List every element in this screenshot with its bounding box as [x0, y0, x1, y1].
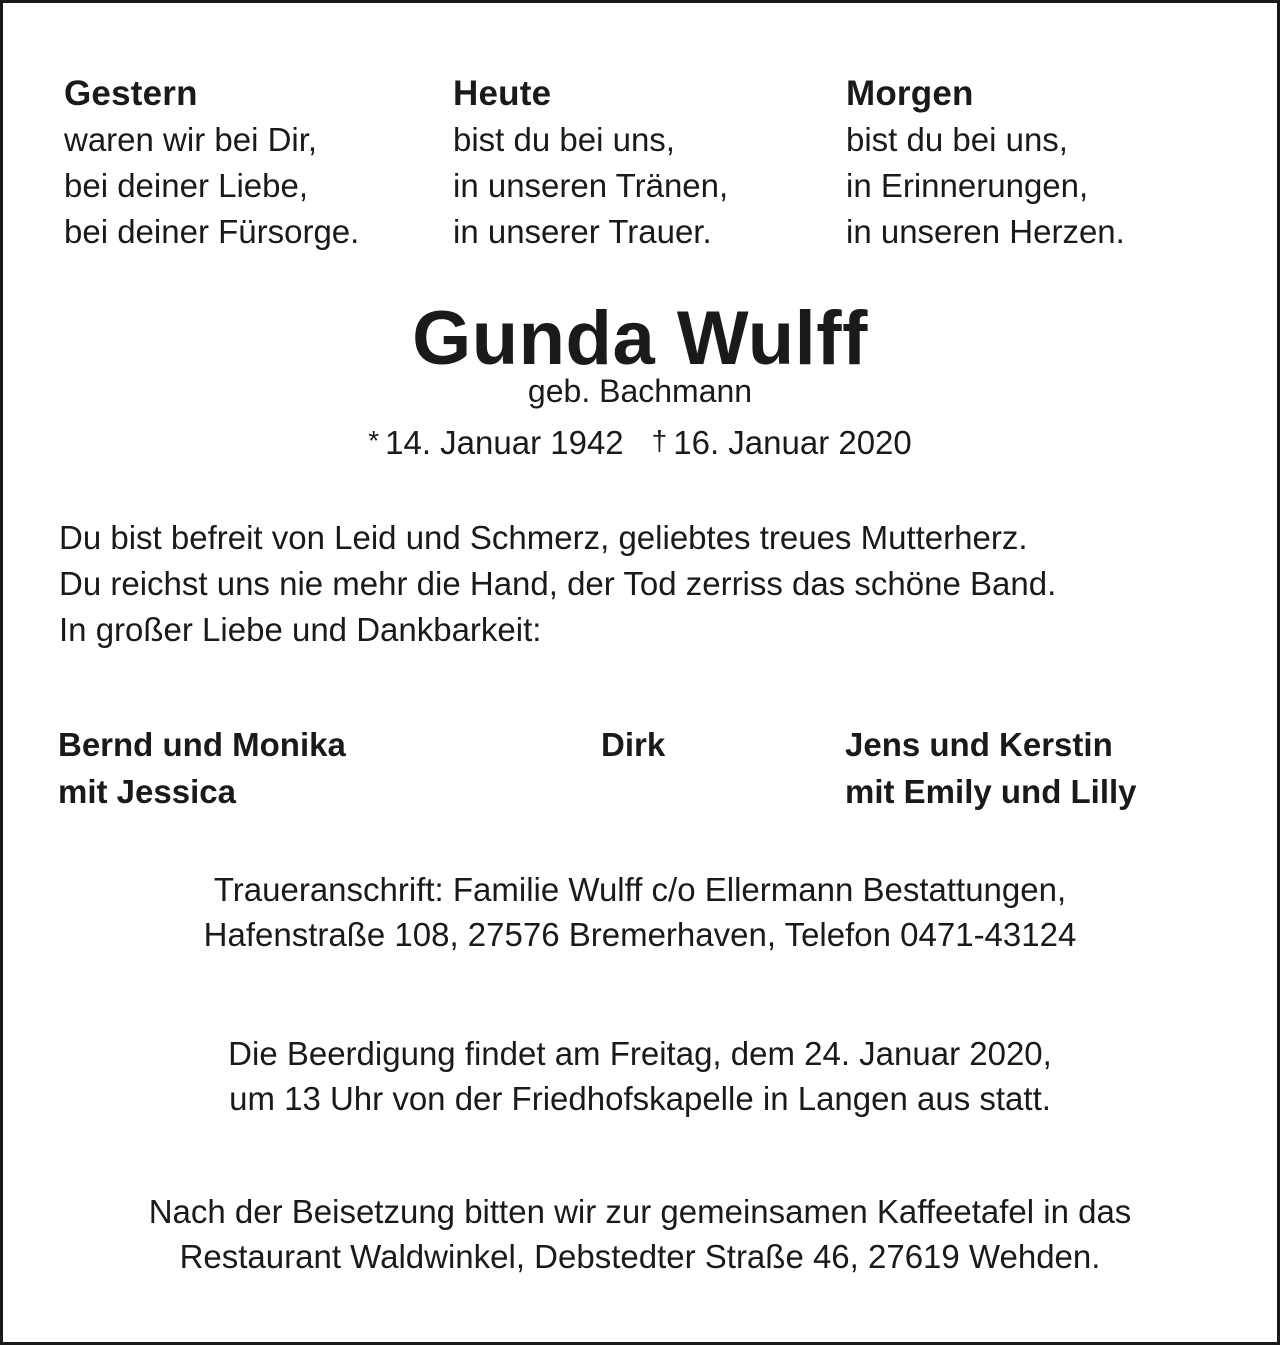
funeral-info [3, 1031, 1277, 1121]
funeral-line: Die Beerdigung findet am Freitag, dem 24. Januar 2020, [228, 1035, 1052, 1072]
poem-line: in unseren Herzen. [846, 213, 1125, 250]
poem-column-heute [453, 71, 823, 255]
verse-line: In großer Liebe und Dankbarkeit: [59, 611, 542, 648]
mourner-line: mit Emily und Lilly [845, 773, 1137, 810]
poem-line: in Erinnerungen, [846, 167, 1089, 204]
poem-line: in unserer Trauer. [453, 213, 712, 250]
birth-date: 14. Januar 1942 [385, 424, 624, 461]
life-dates [3, 419, 1277, 465]
verse-line: Du reichst uns nie mehr die Hand, der Tod zerriss das schöne Band. [59, 565, 1057, 602]
mourner-line: Bernd und Monika [58, 726, 346, 763]
mourning-address [3, 867, 1277, 957]
poem-line: waren wir bei Dir, [64, 121, 318, 158]
verse-line: Du bist befreit von Leid und Schmerz, geliebtes treues Mutterherz. [59, 519, 1028, 556]
reception-info [3, 1189, 1277, 1279]
death-date: 16. Januar 2020 [673, 424, 912, 461]
poem-line: bei deiner Liebe, [64, 167, 309, 204]
address-line: Hafenstraße 108, 27576 Bremerhaven, Telefon 0471-43124 [203, 916, 1077, 953]
mourner-line: Jens und Kerstin [845, 726, 1113, 763]
funeral-line: um 13 Uhr von der Friedhofskapelle in Langen aus statt. [229, 1080, 1051, 1117]
mourner-group-dirk [601, 721, 665, 768]
mourner-line: mit Jessica [58, 773, 236, 810]
poem-line: bist du bei uns, [453, 121, 675, 158]
poem-heading: Heute [453, 74, 552, 113]
reception-line: Nach der Beisetzung bitten wir zur gemeinsamen Kaffeetafel in das [148, 1193, 1132, 1230]
poem-column-morgen [846, 71, 1216, 255]
poem-column-gestern [64, 71, 434, 255]
mourner-line: Dirk [601, 726, 666, 763]
birth-star-icon: * [368, 425, 380, 456]
poem-line: bei deiner Fürsorge. [64, 213, 360, 250]
mourner-group-bernd [58, 721, 346, 815]
deceased-name: Gunda Wulff [412, 296, 868, 381]
mourner-group-jens [845, 721, 1137, 815]
poem-heading: Morgen [846, 74, 974, 113]
poem-heading: Gestern [64, 74, 198, 113]
poem-line: in unseren Tränen, [453, 167, 729, 204]
birth-name: geb. Bachmann [527, 373, 753, 409]
memorial-verse [59, 515, 1056, 653]
poem-line: bist du bei uns, [846, 121, 1068, 158]
reception-line: Restaurant Waldwinkel, Debstedter Straße 46, 27619 Wehden. [179, 1238, 1101, 1275]
address-line: Traueranschrift: Familie Wulff c/o Ellermann Bestattungen, [213, 871, 1067, 908]
death-cross-icon: † [651, 425, 668, 456]
